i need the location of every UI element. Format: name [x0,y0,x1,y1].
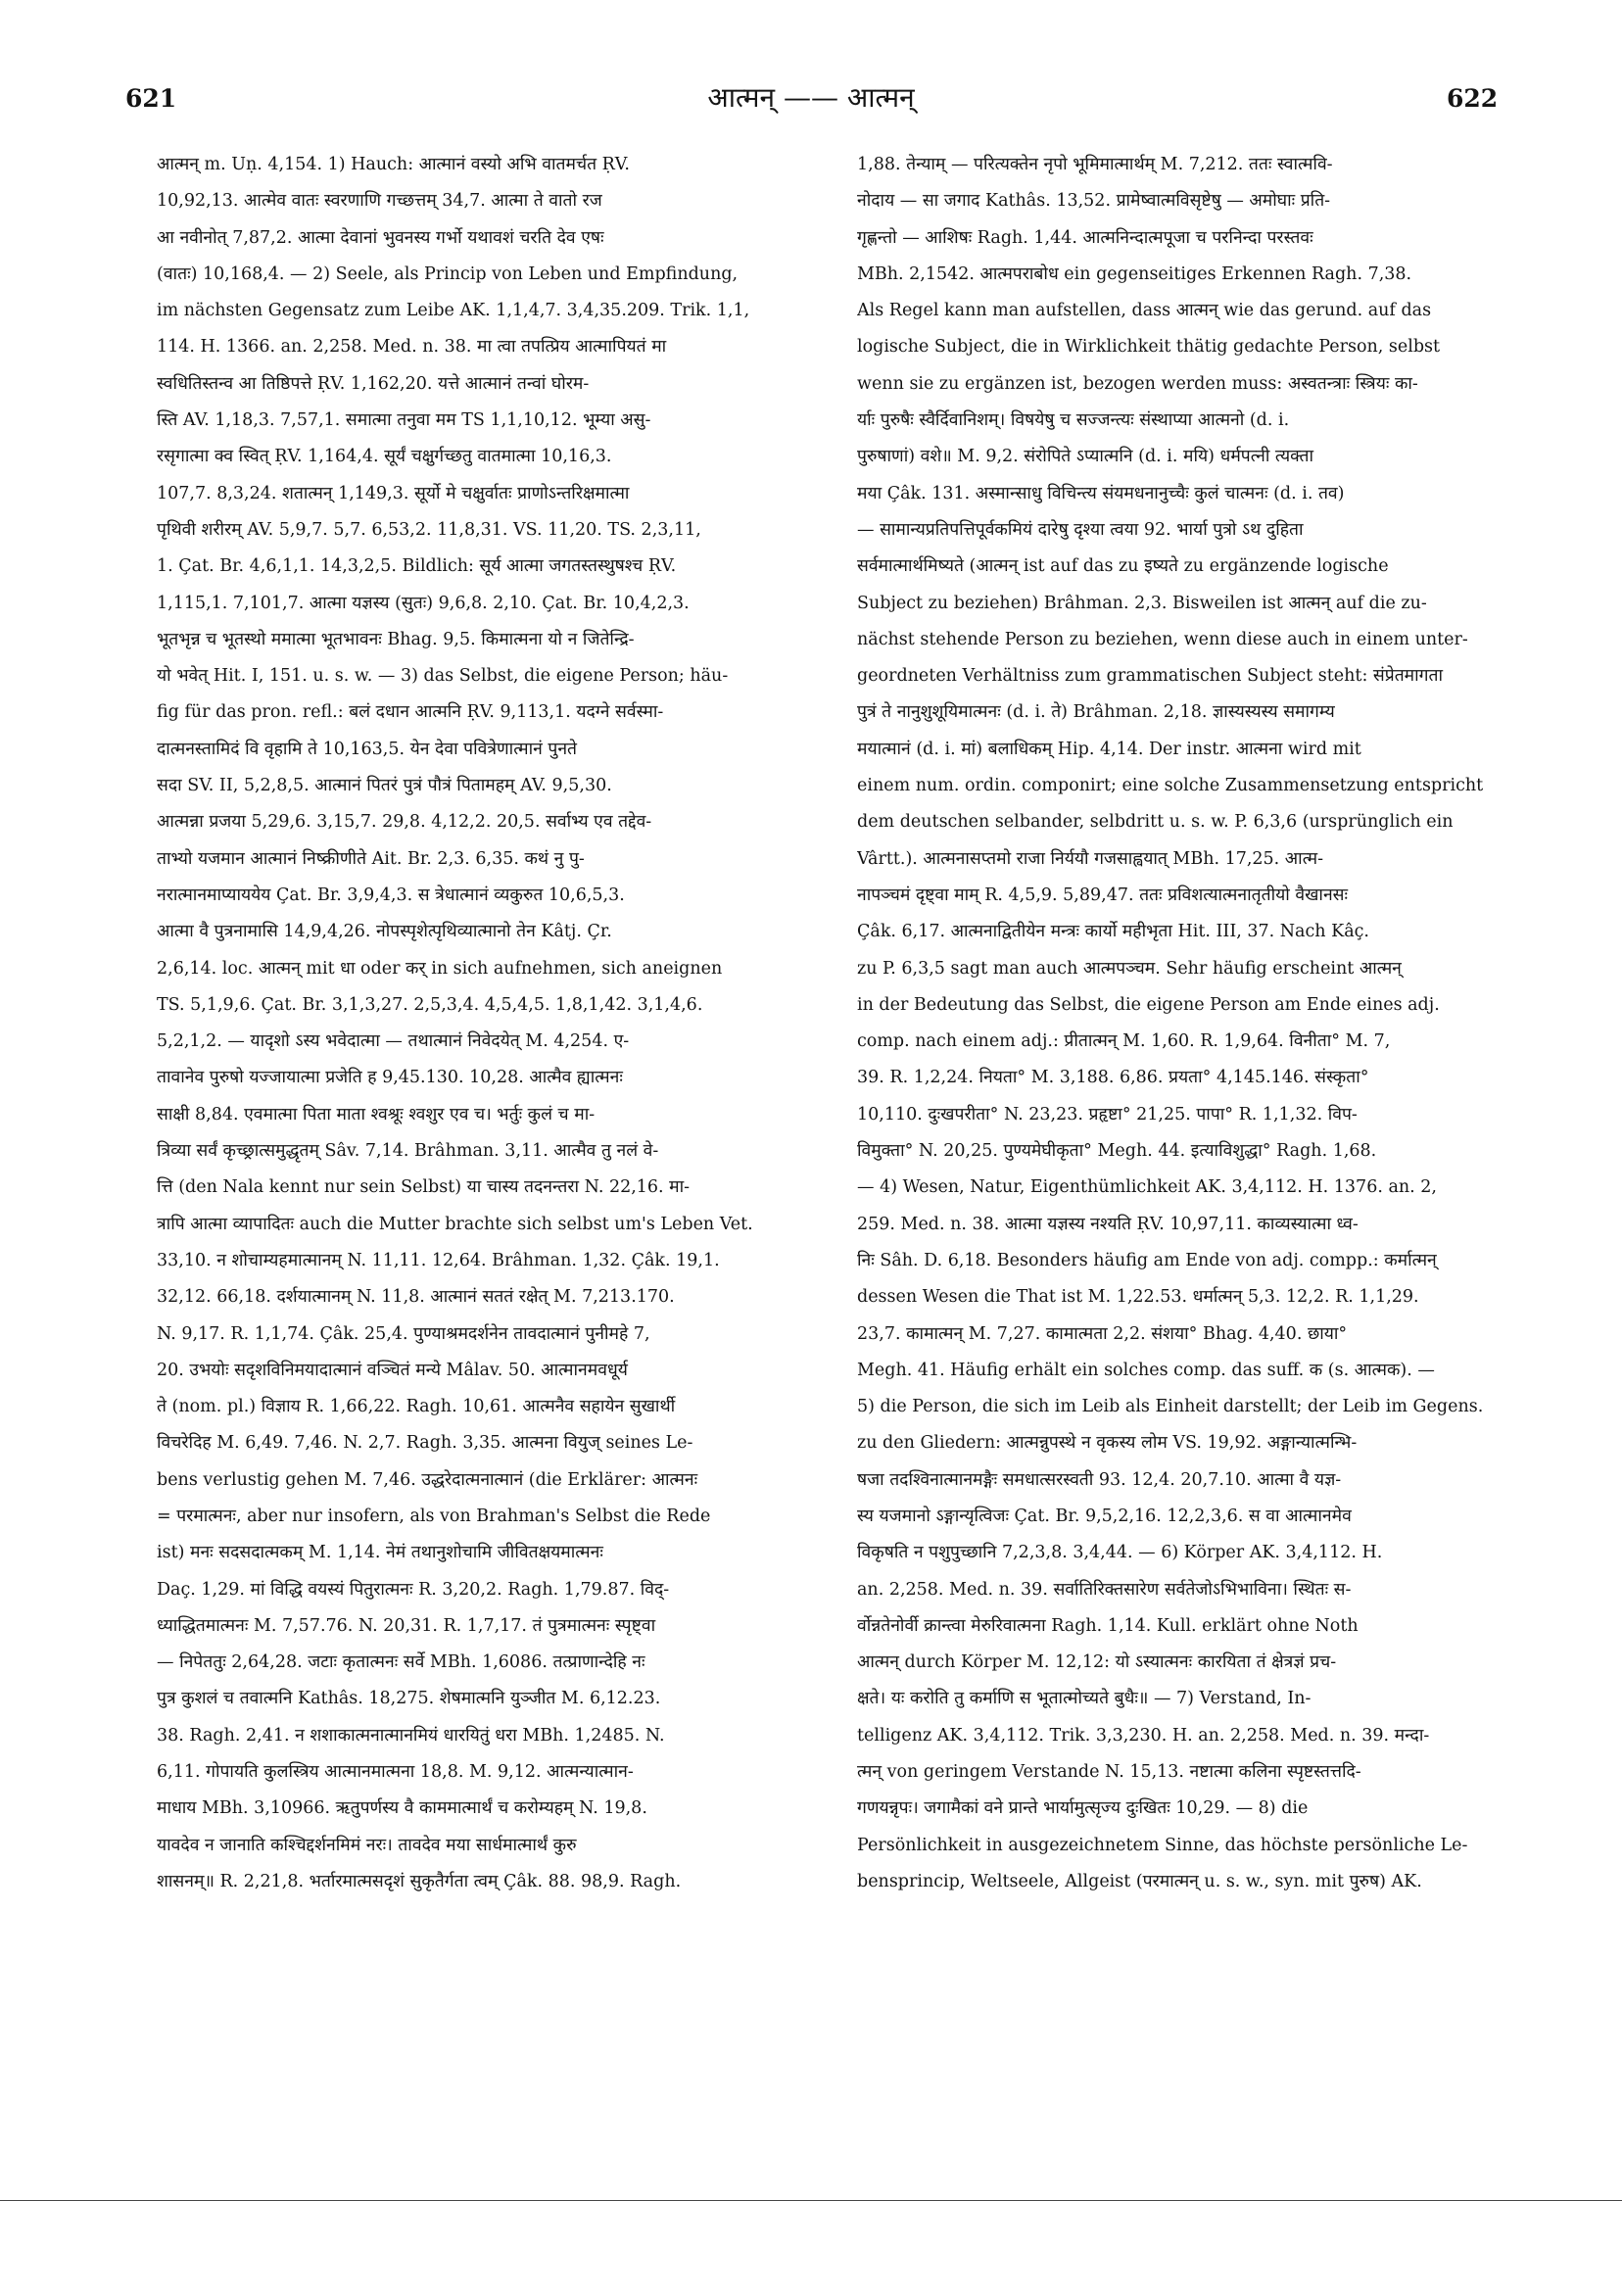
text-line: ध्याद्धितमात्मनः M. 7,57.76. N. 20,31. R. 1,7,17. तं पुत्रमात्मनः स्पृष्ट्वा [157,1615,656,1636]
text-line: सर्वमात्मार्थमिष्यते (आत्मन् ist auf das zu इष्यते zu ergänzende logische [857,556,1389,577]
text-line: शासनम्॥ R. 2,21,8. भर्तारमात्मसदृशं सुकृतैर्गता त्वम् Çâk. 88. 98,9. Ragh. [157,1871,682,1891]
left-column [157,147,791,1900]
text-line: त्रापि आत्मा व्यापादितः auch die Mutter brachte sich selbst um's Leben Vet. [157,1214,753,1234]
text-line: माधाय MBh. 3,10966. ऋतुपर्णस्य वै काममात्मार्थं च करोम्यहम् N. 19,8. [157,1798,647,1819]
right-page-number: 622 [1447,84,1499,113]
text-line: in der Bedeutung das Selbst, die eigene Person am Ende eines adj. [857,994,1440,1015]
text-line: आत्मन् durch Körper M. 12,12: यो ऽस्यात्मनः कारयिता तं क्षेत्रज्ञं प्रच- [857,1652,1337,1673]
text-line: Persönlichkeit in ausgezeichnetem Sinne, das höchste persönliche Le- [857,1835,1468,1855]
text-line: 114. H. 1366. an. 2,258. Med. n. 38. मा त्वा तपत्प्रिय आत्मापियतं मा [157,337,667,358]
text-line: ist) मनः सदसदात्मकम् M. 1,14. नेमं तथानुशोचामि जीवितक्षयमात्मनः [157,1543,603,1563]
text-line: telligenz AK. 3,4,112. Trik. 3,3,230. H. an. 2,258. Med. n. 39. मन्दा- [857,1725,1430,1746]
text-line: 23,7. कामात्मन् M. 7,27. कामात्मता 2,2. संशया° Bhag. 4,40. छाया° [857,1323,1348,1344]
text-line: geordneten Verhältniss zum grammatischen Subject steht: संप्रेतमागता [857,666,1444,687]
right-column [857,147,1492,1900]
running-headword: आत्मन् —— आत्मन् [707,81,915,114]
text-line: नोदाय — सा जगाद Kathâs. 13,52. प्रामेष्वात्मविसृष्टेषु — अमोघाः प्रति- [857,191,1331,212]
text-line: गणयन्नृपः। जगामैकां वने प्रान्ते भार्यामुत्सृज्य दुःखितः 10,29. — 8) die [857,1798,1309,1819]
text-line: विकृषति न पशुपुच्छानि 7,2,3,8. 3,4,44. — 6) Körper AK. 3,4,112. H. [857,1543,1383,1563]
text-line: र्याः पुरुषैः स्वैर्दिवानिशम्। विषयेषु च सज्जन्त्यः संस्थाप्या आत्मनो (d. i. [857,410,1290,431]
text-line: (वातः) 10,168,4. — 2) Seele, als Princip von Leben und Empfindung, [157,263,739,284]
text-line: — निपेततुः 2,64,28. जटाः कृतात्मनः सर्वे MBh. 1,6086. तत्प्राणान्देहि नः [157,1652,645,1673]
text-line: मयात्मानं (d. i. मां) बलाधिकम् Hip. 4,14. Der instr. आत्मना wird mit [857,739,1361,759]
text-line: 32,12. 66,18. दर्शयात्मानम् N. 11,8. आत्मानं सततं रक्षेत् M. 7,213.170. [157,1287,675,1308]
text-line: विचरेदिह M. 6,49. 7,46. N. 2,7. Ragh. 3,35. आत्मना वियुज् seines Le- [157,1433,693,1454]
text-line: स्वधितिस्तन्व आ तिष्ठिपत्ते ṚV. 1,162,20. यत्ते आत्मानं तन्वां घोरम- [157,373,590,394]
text-line: 107,7. 8,3,24. शतात्मन् 1,149,3. सूर्यो मे चक्षुर्वातः प्राणोऽन्तरिक्षमात्मा [157,483,630,503]
text-line: = परमात्मनः, aber nur insofern, als von Brahman's Selbst die Rede [157,1506,711,1526]
text-line: र्वोन्नतेनोर्वी क्रान्त्वा मेरुरिवात्मना Ragh. 1,14. Kull. erklärt ohne Noth [857,1615,1359,1636]
text-line: dem deutschen selbander, selbdritt u. s. w. P. 6,3,6 (ursprünglich ein [857,812,1454,833]
text-line: Subject zu beziehen) Brâhman. 2,3. Bisweilen ist आत्मन् auf die zu- [857,593,1427,613]
text-line: ते (nom. pl.) विज्ञाय R. 1,66,22. Ragh. 10,61. आत्मनैव सहायेन सुखार्थी [157,1397,676,1417]
text-line: त्रिव्या सर्वं कृच्छ्रात्समुद्धृतम् Sâv. 7,14. Brâhman. 3,11. आत्मैव तु नलं वे- [157,1141,659,1162]
text-line: Vârtt.). आत्मनासप्तमो राजा निर्ययौ गजसाह्वयात् MBh. 17,25. आत्म- [857,848,1323,869]
text-line: — सामान्यप्रतिपत्तिपूर्वकमियं दारेषु दृश्या त्वया 92. भार्या पुत्रो ऽथ दुहिता [857,519,1304,540]
left-page-number: 621 [125,84,177,113]
text-line: पुत्र कुशलं च तवात्मनि Kathâs. 18,275. शेषमात्मनि युञ्जीत M. 6,12.23. [157,1689,661,1709]
text-line: आत्मन्ना प्रजया 5,29,6. 3,15,7. 29,8. 4,12,2. 20,5. सर्वाभ्य एव तद्देव- [157,812,652,833]
text-line: bens verlustig gehen M. 7,46. उद्धरेदात्मनात्मानं (die Erklärer: आत्मनः [157,1469,698,1490]
text-line: 33,10. न शोचाम्यहमात्मानम् N. 11,11. 12,64. Brâhman. 1,32. Çâk. 19,1. [157,1250,720,1270]
text-line: im nächsten Gegensatz zum Leibe AK. 1,1,4,7. 3,4,35.209. Trik. 1,1, [157,301,750,321]
text-line: विमुक्ता° N. 20,25. पुण्यमेघीकृता° Megh. 44. इत्याविशुद्धा° Ragh. 1,68. [857,1141,1377,1162]
text-line: दात्मनस्तामिदं वि वृहामि ते 10,163,5. येन देवा पवित्रेणात्मानं पुनते [157,739,578,759]
text-line: 259. Med. n. 38. आत्मा यज्ञस्य नश्यति ṚV. 10,97,11. काव्यस्यात्मा ध्व- [857,1214,1359,1234]
text-line: क्षते। यः करोति तु कर्माणि स भूतात्मोच्यते बुधैः॥ — 7) Verstand, In- [857,1689,1312,1709]
text-line: 39. R. 1,2,24. नियता° M. 3,188. 6,86. प्रयता° 4,145.146. संस्कृता° [857,1068,1369,1088]
text-line: नापञ्चमं दृष्ट्वा माम् R. 4,5,9. 5,89,47. ततः प्रविशत्यात्मनातृतीयो वैखानसः [857,885,1349,905]
text-line: nächst stehende Person zu beziehen, wenn diese auch in einem unter- [857,629,1468,649]
text-line: fig für das pron. refl.: बलं दधान आत्मनि ṚV. 9,113,1. यदग्ने सर्वस्मा- [157,702,664,723]
text-line: bensprincip, Weltseele, Allgeist (परमात्मन् u. s. w., syn. mit पुरुष) AK. [857,1871,1422,1891]
text-line: Çâk. 6,17. आत्मनाद्वितीयेन मन्त्रः कार्यो महीभृता Hit. III, 37. Nach Kâç. [857,922,1369,942]
text-line: षजा तदश्विनात्मानमङ्गैः समधात्सरस्वती 93. 12,4. 20,7.10. आत्मा वै यज्ञ- [857,1469,1342,1490]
text-line: त्मन् von geringem Verstande N. 15,13. नष्टात्मा कलिना स्पृष्टस्तत्तदि- [857,1762,1361,1783]
text-line: Megh. 41. Häufig erhält ein solches comp. das suff. क (s. आत्मक). — [857,1360,1435,1380]
text-line: पुत्रं ते नानुशुशूयिमात्मनः (d. i. ते) Brâhman. 2,18. ज्ञास्यस्यस्य समागम्य [857,702,1335,723]
text-line: स्ति AV. 1,18,3. 7,57,1. समात्मा तनुवा मम TS 1,1,10,12. भूम्या असु- [157,410,651,431]
text-line: 6,11. गोपायति कुलस्त्रिय आत्मानमात्मना 18,8. M. 9,12. आत्मन्यात्मान- [157,1762,634,1783]
text-line: 1. Çat. Br. 4,6,1,1. 14,3,2,5. Bildlich: सूर्य आत्मा जगतस्तस्थुषश्च ṚV. [157,556,677,577]
text-line: आ नवीनोत् 7,87,2. आत्मा देवानां भुवनस्य गर्भो यथावशं चरति देव एषः [157,227,604,248]
text-line: 1,115,1. 7,101,7. आत्मा यज्ञस्य (सुतः) 9,6,8. 2,10. Çat. Br. 10,4,2,3. [157,593,690,613]
text-line: 1,88. तेन्याम् — परित्यक्तेन नृपो भूमिमात्मार्थम् M. 7,212. ततः स्वात्मवि- [857,155,1333,174]
text-line: ताभ्यो यजमान आत्मानं निष्क्रीणीते Ait. Br. 2,3. 6,35. कथं नु पु- [157,848,585,869]
text-line: wenn sie zu ergänzen ist, bezogen werden muss: अस्वतन्त्राः स्त्रियः का- [857,373,1418,394]
text-line: यावदेव न जानाति कश्चिद्दर्शनमिमं नरः। तावदेव मया सार्धमात्मार्थं कुरु [157,1835,577,1855]
text-line: 38. Ragh. 2,41. न शशाकात्मनात्मानमियं धारयितुं धरा MBh. 1,2485. N. [157,1725,665,1746]
text-line: 5) die Person, die sich im Leib als Einheit darstellt; der Leib im Gegens. [857,1397,1484,1417]
text-line: स्य यजमानो ऽङ्गान्यृत्विजः Çat. Br. 9,5,2,16. 12,2,3,6. स वा आत्मानमेव [857,1506,1352,1526]
text-line: N. 9,17. R. 1,1,74. Çâk. 25,4. पुण्याश्रमदर्शनेन तावदात्मानं पुनीमहे 7, [157,1323,650,1344]
text-line: नरात्मानमाप्याययेय Çat. Br. 3,9,4,3. स त्रेधात्मानं व्यकुरुत 10,6,5,3. [157,885,625,905]
text-line: रसृगात्मा क्व स्वित् ṚV. 1,164,4. सूर्यं चक्षुर्गच्छतु वातमात्मा 10,16,3. [157,447,612,467]
text-line: तावानेव पुरुषो यज्जायात्मा प्रजेति ह 9,45.130. 10,28. आत्मैव ह्यात्मनः [157,1068,623,1088]
text-line: साक्षी 8,84. एवमात्मा पिता माता श्वश्रूः श्वशुर एव च। भर्तुः कुलं च मा- [157,1104,596,1124]
text-line: त्ति (den Nala kennt nur sein Selbst) या चास्य तदनन्तरा N. 22,16. मा- [157,1177,691,1198]
text-line: logische Subject, die in Wirklichkeit thätig gedachte Person, selbst [857,337,1441,358]
text-line: भूतभृन्न च भूतस्थो ममात्मा भूतभावनः Bhag. 9,5. किमात्मना यो न जितेन्द्रि- [157,629,635,649]
text-line: Als Regel kann man aufstellen, dass आत्मन् wie das gerund. auf das [857,301,1432,321]
text-line: Daç. 1,29. मां विद्धि वयस्यं पितुरात्मनः R. 3,20,2. Ragh. 1,79.87. विद्- [157,1579,670,1600]
text-line: an. 2,258. Med. n. 39. सर्वातिरिक्तसारेण सर्वतेजोऽभिभाविना। स्थितः स- [857,1579,1352,1600]
text-line: आत्मा वै पुत्रनामासि 14,9,4,26. नोपस्पृशेत्पृथिव्यात्मानो तेन Kâtj. Çr. [157,922,612,942]
text-line: मया Çâk. 131. अस्मान्साधु विचिन्त्य संयमधनानुच्चैः कुलं चात्मनः (d. i. तव) [857,483,1345,503]
text-line: zu P. 6,3,5 sagt man auch आत्मपञ्चम. Sehr häufig erscheint आत्मन् [857,958,1402,979]
text-line: zu den Gliedern: आत्मन्नुपस्थे न वृकस्य लोम VS. 19,92. अङ्गान्यात्मन्भि- [857,1433,1358,1454]
text-line: 10,92,13. आत्मेव वातः स्वरणाणि गच्छत्तम् 34,7. आत्मा ते वातो रज [157,191,602,212]
bottom-rule [0,2200,1622,2201]
text-line: TS. 5,1,9,6. Çat. Br. 3,1,3,27. 2,5,3,4. 4,5,4,5. 1,8,1,42. 3,1,4,6. [157,994,703,1015]
text-line: 5,2,1,2. — यादृशो ऽस्य भवेदात्मा — तथात्मानं निवेदयेत् M. 4,254. ए- [157,1031,630,1052]
text-line: सदा SV. II, 5,2,8,5. आत्मानं पितरं पुत्रं पौत्रं पितामहम् AV. 9,5,30. [157,776,612,796]
text-line: पुरुषाणां) वशे॥ M. 9,2. संरोपिते ऽप्यात्मनि (d. i. मयि) धर्मपत्नी त्यक्ता [857,447,1314,467]
text-line: dessen Wesen die That ist M. 1,22.53. धर्मात्मन् 5,3. 12,2. R. 1,1,29. [857,1287,1419,1308]
text-line: einem num. ordin. componirt; eine solche Zusammensetzung entspricht [857,776,1484,796]
text-line: यो भवेत् Hit. I, 151. u. s. w. — 3) das Selbst, die eigene Person; häu- [157,666,729,687]
text-line: comp. nach einem adj.: प्रीतात्मन् M. 1,60. R. 1,9,64. विनीता° M. 7, [857,1031,1391,1052]
text-line: गृह्णन्तो — आशिषः Ragh. 1,44. आत्मनिन्दात्मपूजा च परनिन्दा परस्तवः [857,227,1313,248]
text-line: निः Sâh. D. 6,18. Besonders häufig am Ende von adj. compp.: कर्मात्मन् [857,1250,1437,1270]
text-line: 2,6,14. loc. आत्मन् mit धा oder कर् in sich aufnehmen, sich aneignen [157,958,723,979]
text-line: MBh. 2,1542. आत्मपराबोध ein gegenseitiges Erkennen Ragh. 7,38. [857,263,1412,284]
text-line: पृथिवी शरीरम् AV. 5,9,7. 5,7. 6,53,2. 11,8,31. VS. 11,20. TS. 2,3,11, [157,519,701,540]
text-line: 20. उभयोः सदृशविनिमयादात्मानं वञ्चितं मन्ये Mâlav. 50. आत्मानमवधूर्य [157,1360,628,1380]
text-line: — 4) Wesen, Natur, Eigenthümlichkeit AK. 3,4,112. H. 1376. an. 2, [857,1177,1437,1198]
text-line: आत्मन् m. Uṇ. 4,154. 1) Hauch: आत्मानं वस्यो अभि वातमर्चत ṚV. [157,155,630,174]
text-line: 10,110. दुःखपरीता° N. 23,23. प्रहृष्टा° 21,25. पापा° R. 1,1,32. विप- [857,1104,1358,1124]
